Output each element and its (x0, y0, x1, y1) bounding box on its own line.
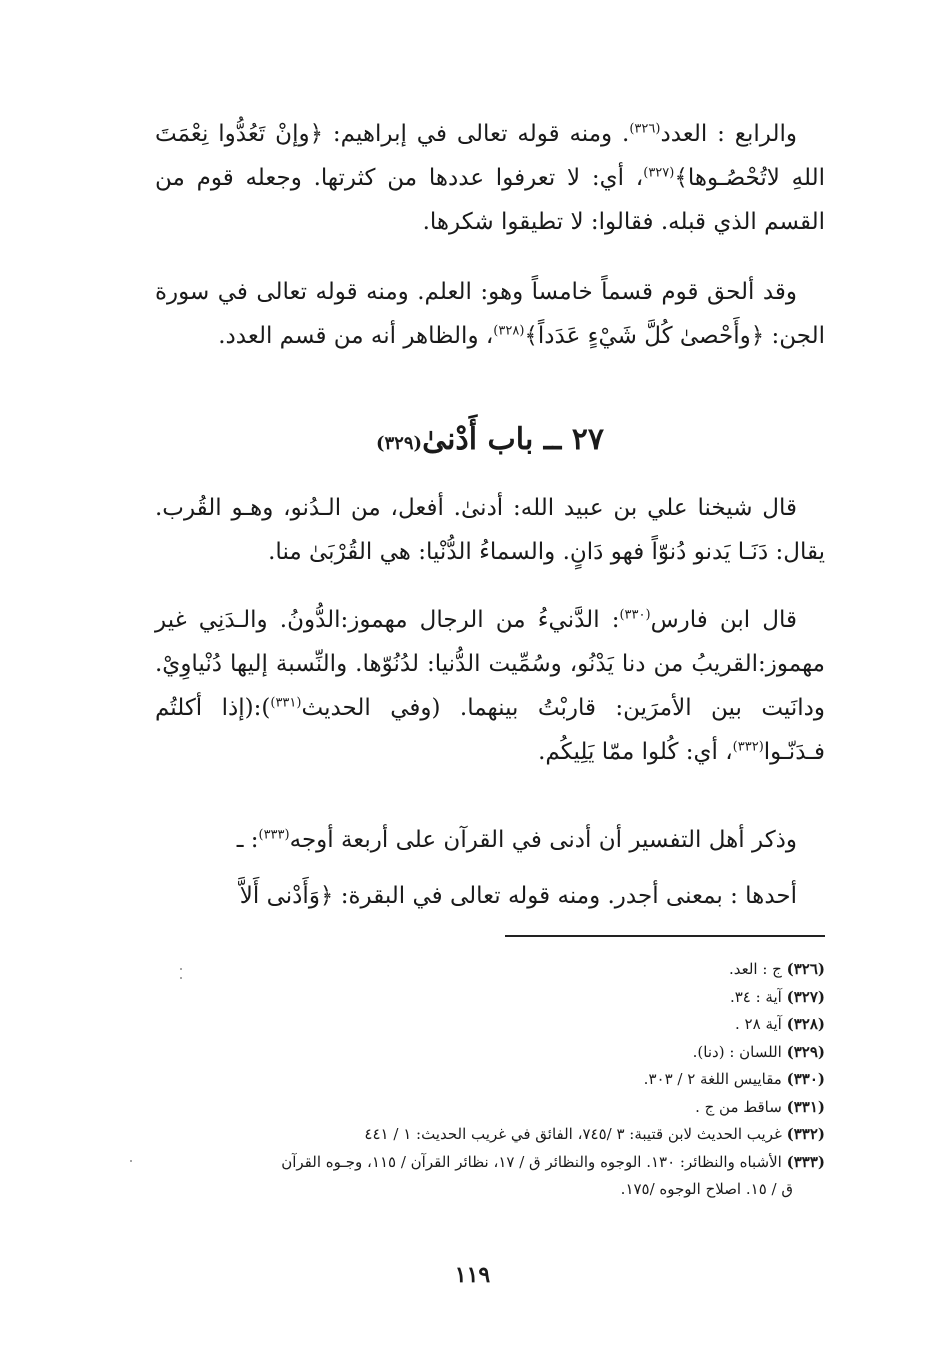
footnote-item (160, 1121, 825, 1149)
footnote-ref[interactable]: (٣٣٣) (258, 827, 290, 843)
text-run: . ومنه قوله تعالى في إبراهيم: ﴿وإنْ تَعُدُّوا نِعْمَتَ اللهِ لاتُحْصُـوها﴾ (155, 121, 825, 191)
page-number: ١١٩ (454, 1262, 491, 1288)
chapter-heading (155, 415, 825, 469)
text-run: ، والظاهر أنه من قسم العدد. (218, 323, 494, 349)
footnote-ref[interactable]: (٣٣٠) (619, 607, 651, 623)
text-run: ، أي: لا تعرفوا عددها من كثرتها. وجعله قوم من القسم الذي قبله. فقالوا: لا تطيقوا شكرها. (155, 165, 825, 235)
footnote-item (160, 956, 825, 984)
text-run: قال ابن فارس (650, 607, 797, 633)
footnote-continuation: ق / ١٥. اصلاح الوجوه /١٧٥. (620, 1180, 793, 1198)
text-run: والرابع : العدد (660, 121, 797, 147)
scan-speck (180, 977, 182, 979)
paragraph-four-aspects (155, 818, 825, 862)
footnote-number: (٣٢٦) (786, 960, 825, 978)
footnote-text: اللسان : (دنا). (692, 1042, 782, 1061)
footnote-ref[interactable]: (٣٣١) (270, 695, 302, 711)
paragraph-text: قال شيخنا علي بن عبيد الله: أدنىٰ. أفعل، من الـدُنو، وهـو القُرب. يقال: دَنَـا يَدنو دُنوّاً فهو دَانٍ. والسماءُ الدُّنْيا: هي القُرْبَىٰ منا. (155, 495, 825, 565)
scan-speck (130, 1160, 132, 1162)
text-run: ، أي: كُلوا ممّا يَلِيكُم. (538, 739, 733, 765)
paragraph-ibn-faris (155, 598, 825, 774)
footnote-text: آية : ٣٤. (729, 987, 782, 1006)
paragraph-text (155, 818, 825, 862)
text-run: وقد ألحق قوم قسماً خامساً وهو: العلم. ومنه قوله تعالى في سورة الجن: ﴿وأَحْصىٰ كُلَّ شَيْءٍ عَدَداً﴾ (155, 279, 825, 349)
footnote-number: (٣٣٢) (786, 1125, 825, 1143)
footnote-text: ساقط من ج . (695, 1097, 782, 1116)
paragraph-fifth-meaning (155, 270, 825, 358)
footnote-number: (٣٢٧) (786, 987, 825, 1006)
footnote-number: (٣٢٩) (786, 1042, 825, 1061)
footnote-ref[interactable]: (٣٢٨) (493, 323, 525, 339)
footnote-number: (٣٣١) (786, 1097, 825, 1116)
text-run: وذكر أهل التفسير أن أدنى في القرآن على أربعة أوجه (289, 827, 797, 853)
footnote-item (160, 1066, 825, 1094)
footnote-number: (٣٣٣) (786, 1152, 825, 1171)
footnote-item (160, 1039, 825, 1067)
text-run: ):(إذا أكلتُم فـدَنّـوا (155, 695, 825, 765)
chapter-title: ٢٧ ــ باب أَدْنىٰ (422, 422, 604, 457)
footnote-item (160, 1094, 825, 1122)
footnote-item (160, 984, 825, 1012)
paragraph-definition (155, 486, 825, 574)
footnotes-list (160, 956, 825, 1204)
footnote-item (160, 1149, 825, 1177)
scan-speck (180, 968, 182, 970)
paragraph-fourth-meaning (155, 112, 825, 244)
text-run: : الدَّنيءُ من الرجال مهموز:الدُّونُ. والـدَنِي غير مهموز:القريبُ من دنا يَدْنُو، وسُمِّيت الدُّنيا: لدُنُوّها. والنِّسبة إليها دُنْياوِيْ. ودانَيت بين الأمرَين: قاربْتُ بينهما. (وفي الحديث (155, 607, 826, 721)
paragraph-text (155, 112, 825, 244)
footnote-number: (٣٣٠) (786, 1070, 825, 1088)
footnote-ref[interactable]: (٣٣٢) (732, 739, 764, 755)
footnote-ref[interactable]: (٣٢٩) (375, 433, 423, 454)
footnote-divider (505, 935, 825, 937)
paragraph-text (155, 270, 825, 358)
footnote-text: آية ٢٨ . (735, 1015, 782, 1033)
paragraph-text: أحدها : بمعنى أجدر. ومنه قوله تعالى في البقرة: ﴿وَأَدْنى أَلاَّ (239, 883, 797, 909)
footnote-ref[interactable]: (٣٢٦) (629, 121, 661, 137)
footnote-ref[interactable]: (٣٢٧) (643, 165, 675, 181)
footnote-text: الأشباه والنظائر: ١٣٠. الوجوه والنظائر ق / ١٧، نظائر القرآن / ١١٥، وجـوه القرآن (281, 1152, 782, 1171)
paragraph-first-aspect (155, 874, 825, 918)
footnote-text: غريب الحديث لابن قتيبة: ٣ /٧٤٥، الفائق في غريب الحديث: ١ / ٤٤١ (364, 1125, 782, 1143)
footnote-text: ج : العد. (728, 960, 782, 978)
footnote-number: (٣٢٨) (786, 1015, 825, 1033)
text-run: : ـ (236, 827, 259, 853)
paragraph-text (155, 598, 825, 774)
footnote-text: مقاييس اللغة ٢ / ٣٠٣. (643, 1070, 782, 1088)
footnote-item (160, 1011, 825, 1039)
